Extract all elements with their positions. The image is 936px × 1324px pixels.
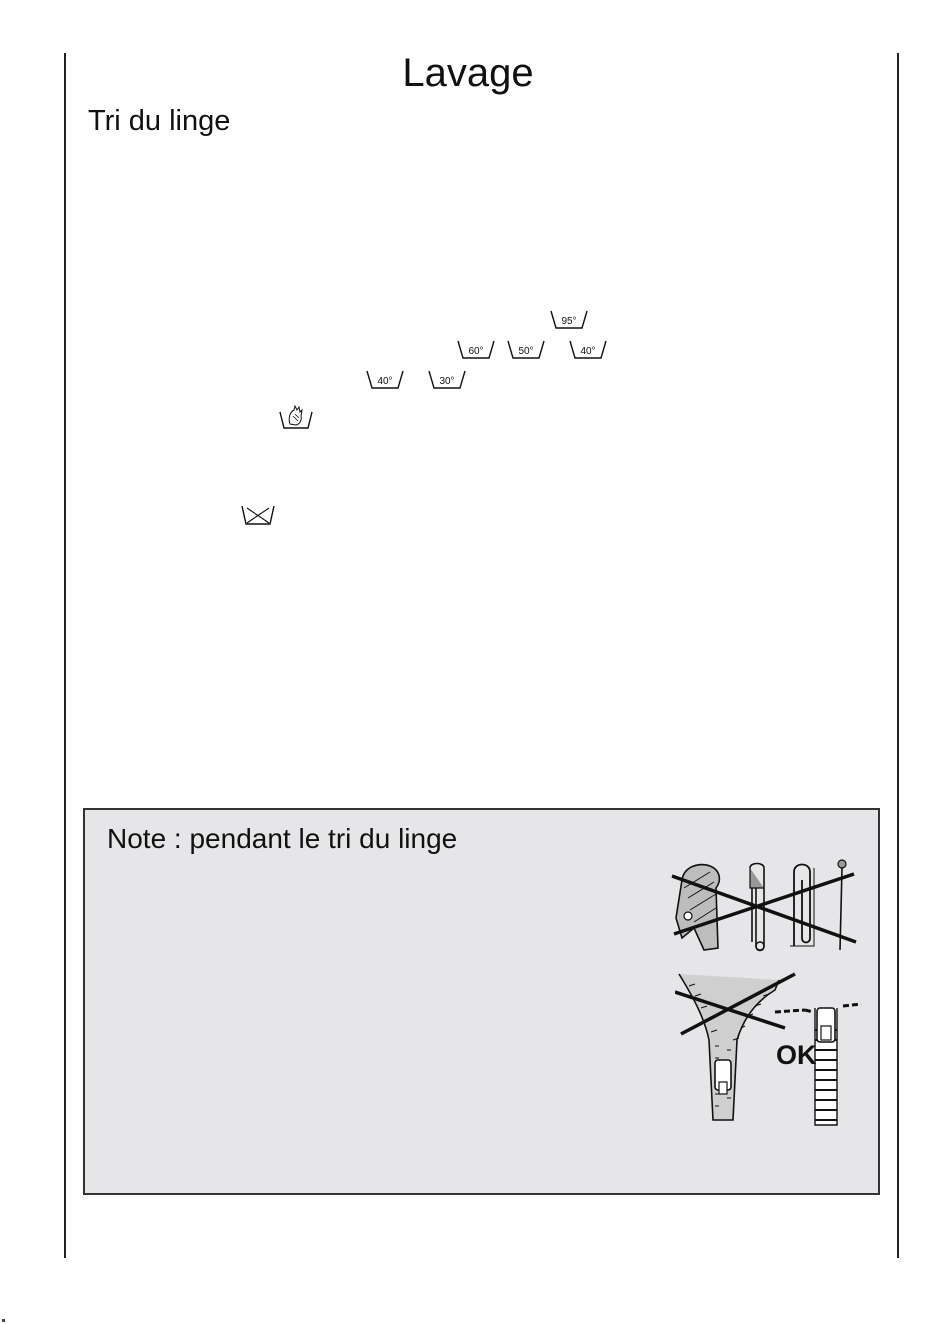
section-heading: Tri du linge [88, 105, 231, 137]
wash-30-icon [428, 369, 466, 391]
note-title: Note : pendant le tri du linge [107, 823, 458, 854]
note-box [83, 808, 880, 1195]
wash-temp-label: 40° [377, 376, 393, 387]
no-clips-pins-illustration [670, 858, 860, 958]
wash-95-icon [550, 309, 588, 331]
ok-label: OK [776, 1040, 817, 1070]
wash-temp-label: 50° [518, 346, 534, 357]
zipper-illustration [675, 970, 865, 1130]
right-margin-rule [897, 53, 899, 1258]
wash-40-icon [569, 339, 607, 361]
wash-temp-label: 60° [468, 346, 484, 357]
left-margin-rule [64, 53, 66, 1258]
wash-50-icon [507, 339, 545, 361]
wash-temp-label: 95° [561, 316, 577, 327]
do-not-wash-icon [240, 502, 276, 528]
hand-wash-icon [278, 404, 314, 430]
wash-60-icon [457, 339, 495, 361]
corner-mark [2, 1319, 5, 1322]
wash-temp-label: 40° [580, 346, 596, 357]
page-title: Lavage [402, 51, 534, 95]
wash-40-gentle-icon [366, 369, 404, 391]
wash-temp-label: 30° [439, 376, 455, 387]
